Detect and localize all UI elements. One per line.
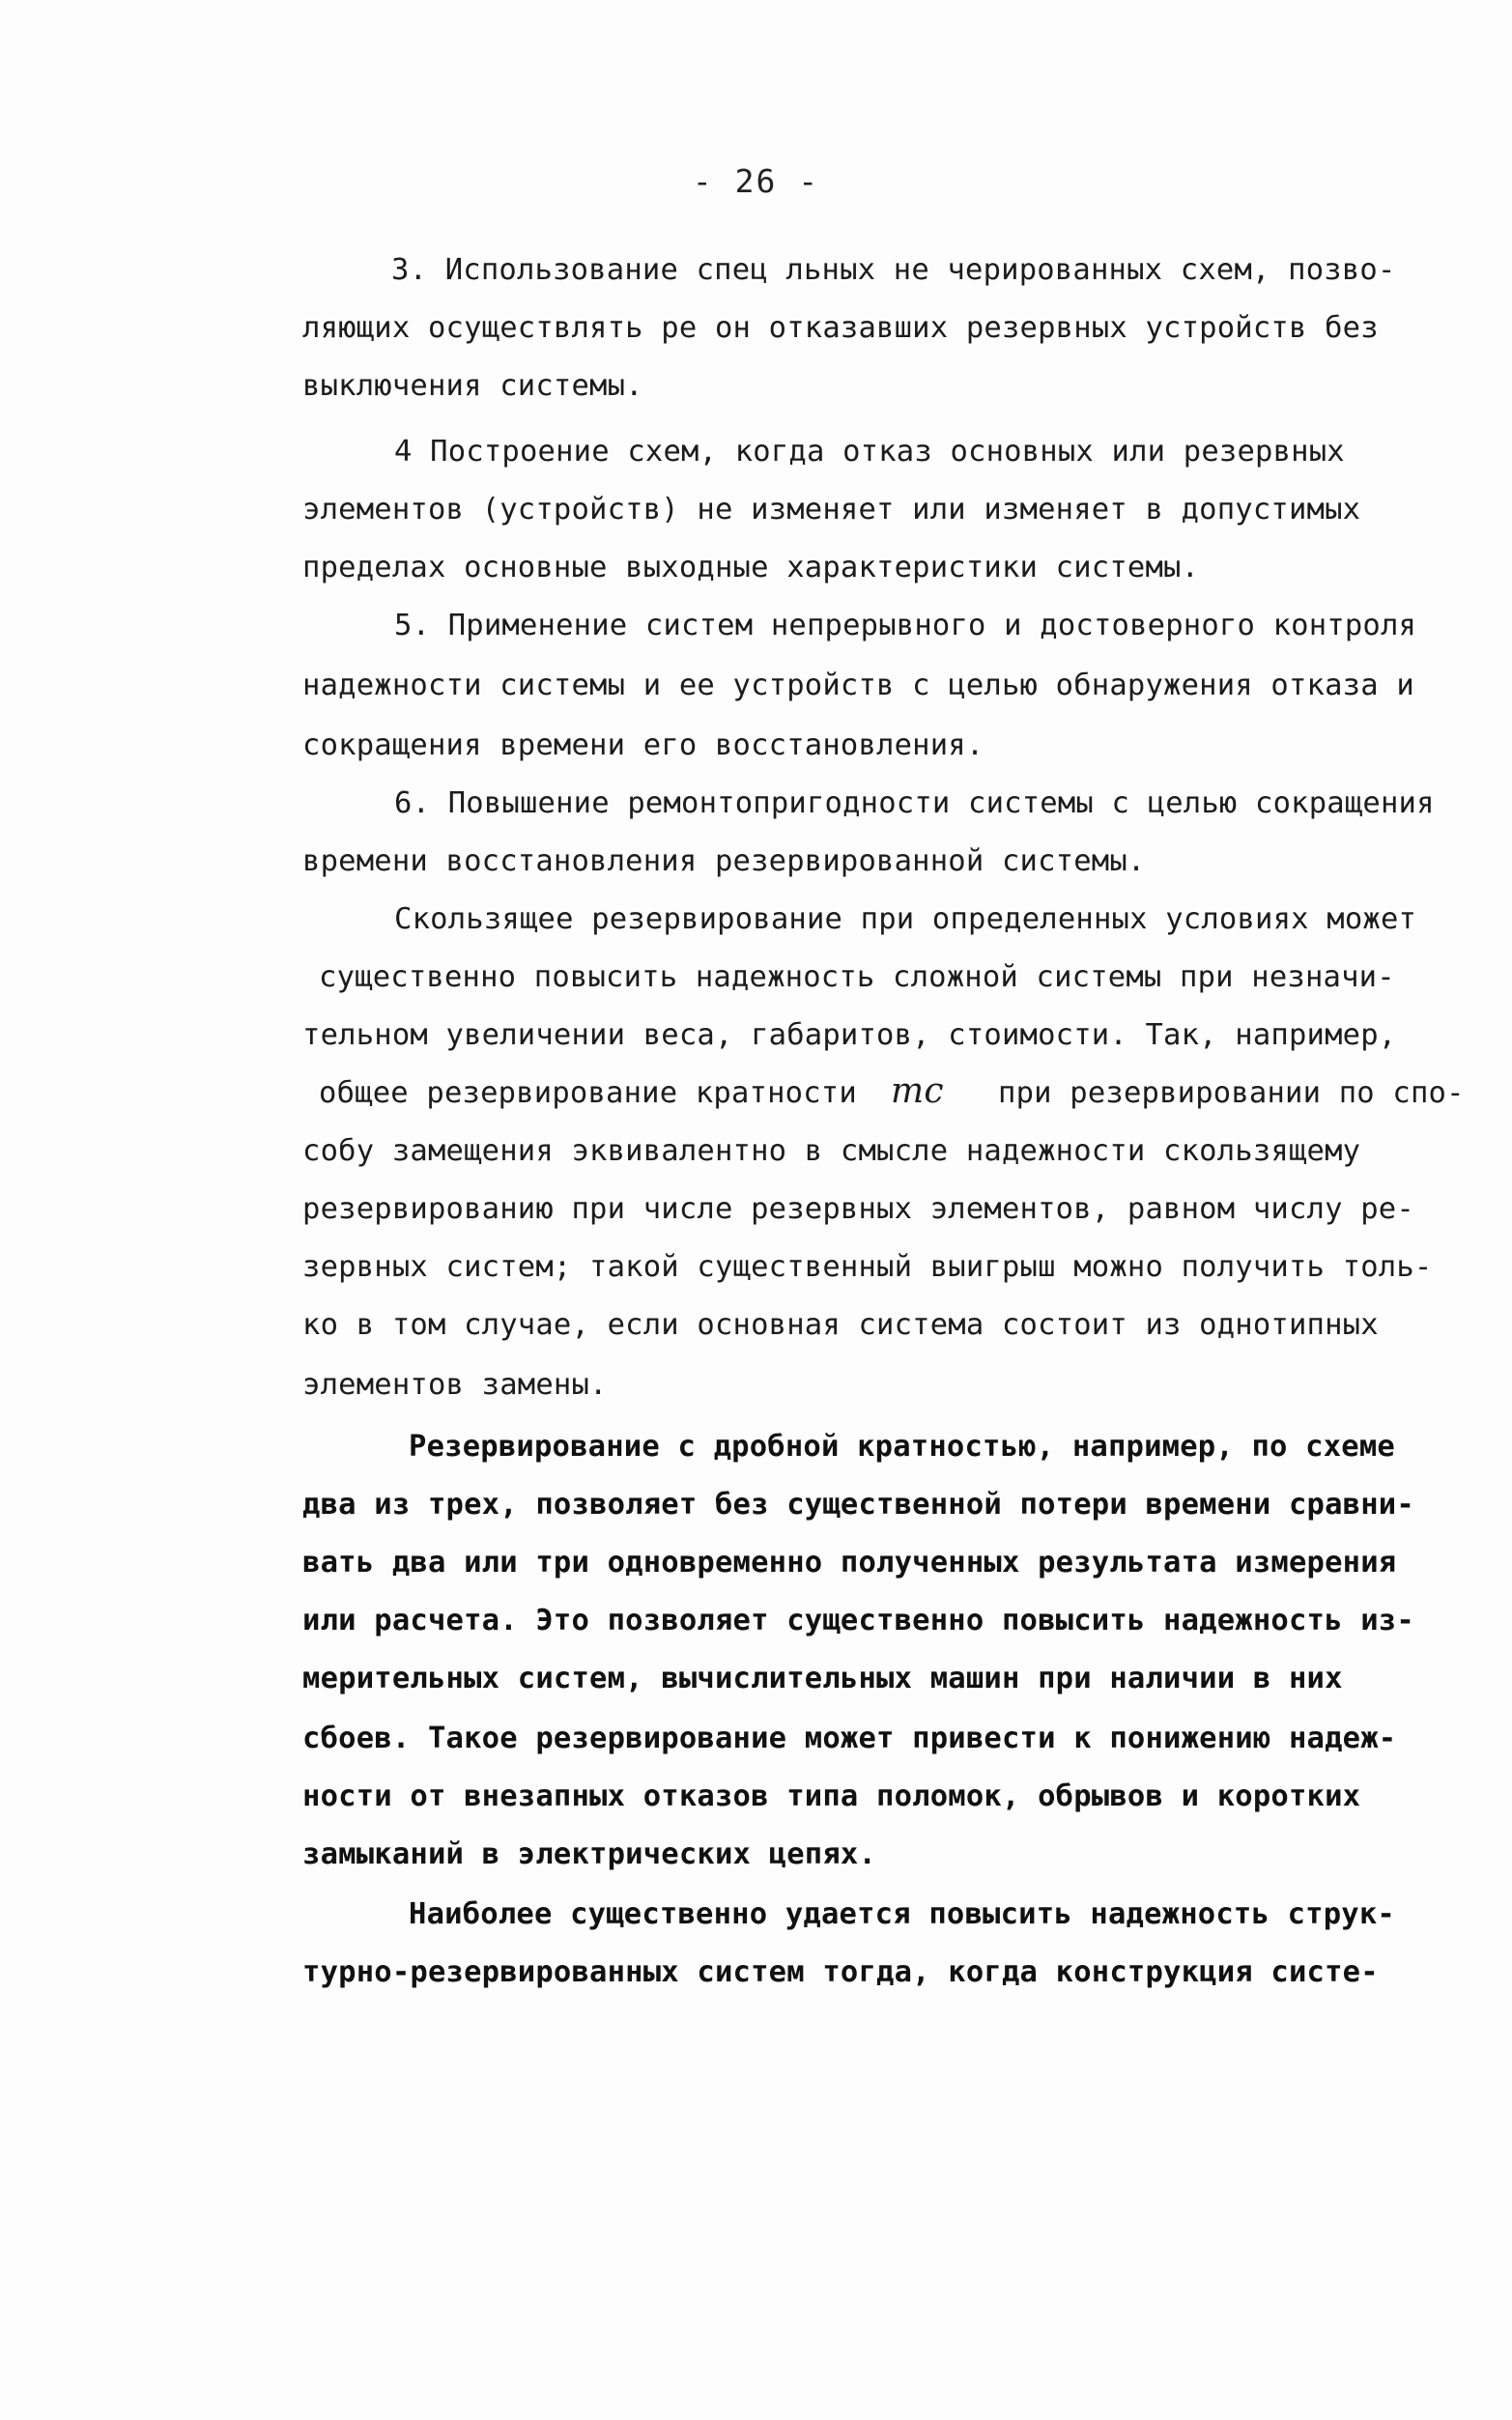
formula-mc: mc [891,1071,944,1111]
text-line: элементов (устройств) не изменяет или изменяет в допустимых [302,493,1361,527]
text-line: 4 Построение схем, когда отказ основных или резервных [394,435,1345,469]
text-line: общее резервирование кратности [319,1076,857,1110]
text-line: тельном увеличении веса, габаритов, стоимости. Так, например, [302,1018,1397,1052]
text-line: пределах основные выходные характеристики системы. [302,551,1200,584]
text-line: собу замещения эквивалентно в смысле надежности скользящему [302,1134,1361,1168]
text-line: существенно повысить надежность сложной системы при незначи- [319,960,1395,994]
text-line: Резервирование с дробной кратностью, например, по схеме [409,1430,1395,1464]
text-line: 3. Использование спец льных не черированных схем, позво- [391,253,1396,287]
text-line: турно-резервированных систем тогда, когда конструкция систе- [302,1955,1379,1989]
text-line: замыканий в электрических цепях. [302,1837,877,1871]
text-line: резервированию при числе резервных элементов, равном числу ре- [302,1192,1414,1226]
text-line: вать два или три одновременно полученных результата измерения [302,1546,1397,1580]
text-line: при резервировании по спо- [998,1076,1465,1110]
text-line: времени восстановления резервированной системы. [302,844,1146,878]
text-line: 5. Применение систем непрерывного и достоверного контроля [394,609,1417,642]
text-line: 6. Повышение ремонтопригодности системы с целью сокращения [394,786,1435,820]
text-line: сокращения времени его восстановления. [302,728,984,762]
text-line: ляющих осуществлять ре он отказавших резервных устройств без [302,311,1379,345]
text-line: мерительных систем, вычислительных машин при наличии в них [302,1662,1343,1695]
text-line: Скользящее резервирование при определенных условиях может [394,902,1417,936]
text-line: выключения системы. [302,369,643,403]
page-number: - 26 - [692,162,820,200]
text-line: ко в том случае, если основная система состоит из однотипных [302,1308,1379,1342]
text-line: ности от внезапных отказов типа поломок, обрывов и коротких [302,1779,1361,1813]
text-line: элементов замены. [302,1368,608,1402]
text-line: или расчета. Это позволяет существенно повысить надежность из- [302,1604,1414,1637]
text-line: надежности системы и ее устройств с целью обнаружения отказа и [302,669,1414,702]
text-line: зервных систем; такой существенный выигрыш можно получить толь- [302,1250,1433,1284]
text-line: два из трех, позволяет без существенной потери времени сравни- [302,1488,1414,1522]
text-line: сбоев. Такое резервирование может привести к понижению надеж- [302,1722,1397,1755]
text-line: Наиболее существенно удается повысить надежность струк- [409,1897,1395,1931]
